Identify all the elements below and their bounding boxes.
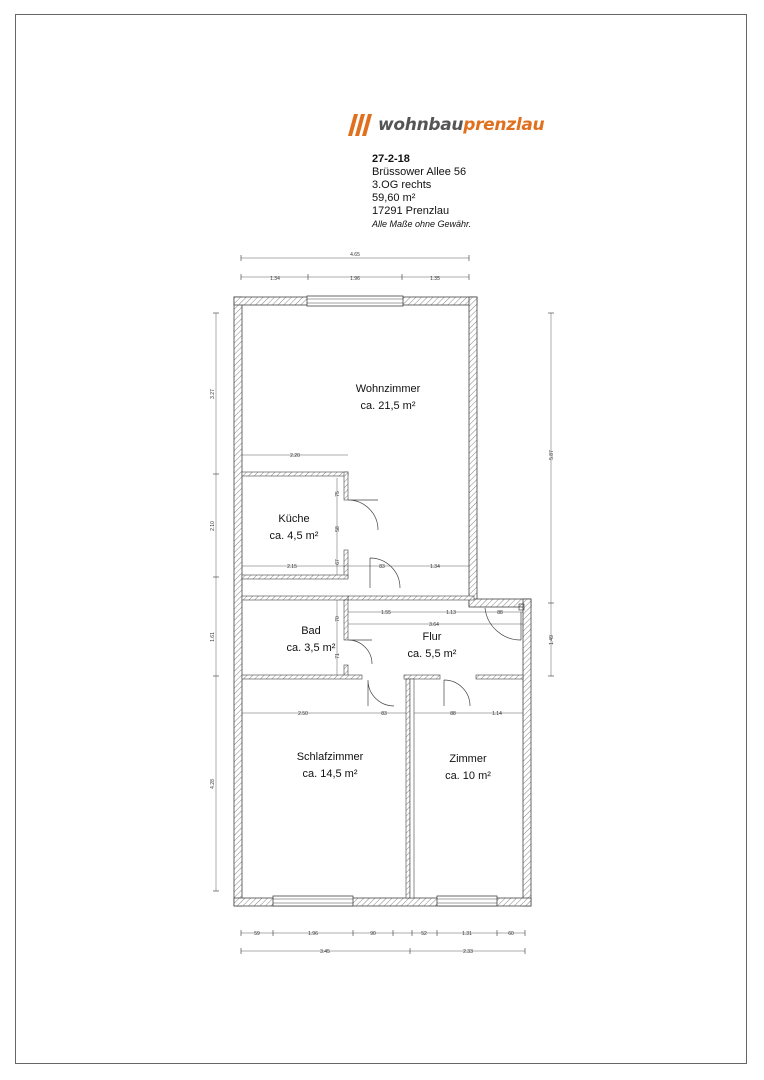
- room-wohnzimmer-area: ca. 21,5 m²: [360, 400, 416, 412]
- dim-bot-4: 52: [421, 931, 427, 937]
- room-flur-area: ca. 5,5 m²: [407, 648, 457, 660]
- dim-in-88: 88: [497, 610, 503, 616]
- property-floor: 3.OG rechts: [372, 179, 432, 191]
- property-street: Brüssower Allee 56: [372, 166, 467, 178]
- door-wohnzimmer: [370, 558, 400, 588]
- room-flur-name: Flur: [422, 631, 442, 643]
- room-schlafzimmer-name: Schlafzimmer: [296, 751, 364, 763]
- dim-in-88b: 88: [450, 711, 456, 717]
- window-bottom-right: [437, 896, 497, 906]
- room-schlafzimmer-area: ca. 14,5 m²: [302, 768, 358, 780]
- dim-top-c: 1.35: [430, 276, 440, 282]
- dim-in-114: 1.14: [492, 711, 502, 717]
- dim-in-134: 1.34: [430, 564, 440, 570]
- dim-left-3: 1.61: [210, 632, 216, 642]
- property-city: 17291 Prenzlau: [372, 205, 450, 217]
- dim-in-215: 2.15: [287, 564, 297, 570]
- dim-in-155: 1.55: [381, 610, 391, 616]
- dim-left-1: 3.27: [210, 389, 216, 399]
- dim-b-70: 70: [335, 616, 341, 622]
- dim-in-364: 3.64: [429, 622, 439, 628]
- dim-in-113: 1.13: [446, 610, 456, 616]
- dim-right-2: 1.49: [549, 635, 555, 645]
- room-kueche-area: ca. 4,5 m²: [269, 530, 319, 542]
- dim-in-83b: 83: [381, 711, 387, 717]
- dim-top-a: 1.34: [270, 276, 280, 282]
- dim-bot-1: 59: [254, 931, 260, 937]
- room-labels: [270, 383, 492, 782]
- dim-k-58: 58: [335, 526, 341, 532]
- dim-bot-total-b: 2.33: [463, 949, 473, 955]
- dim-left-4: 4.28: [210, 779, 216, 789]
- window-top: [307, 296, 403, 306]
- door-kueche: [348, 500, 378, 530]
- room-zimmer-name: Zimmer: [449, 753, 487, 765]
- disclaimer-note: Alle Maße ohne Gewähr.: [372, 219, 472, 229]
- dim-top-total: 4.65: [350, 252, 360, 258]
- room-zimmer-area: ca. 10 m²: [445, 770, 491, 782]
- dim-bot-5: 1.31: [462, 931, 472, 937]
- dim-in-220: 2.20: [290, 453, 300, 459]
- logo-wordmark: wohnbauprenzlau: [378, 115, 545, 135]
- dim-top-b: 1.96: [350, 276, 360, 282]
- room-bad-name: Bad: [301, 625, 321, 637]
- room-kueche-name: Küche: [278, 513, 310, 525]
- dim-in-250: 2.50: [298, 711, 308, 717]
- door-zimmer: [444, 680, 470, 706]
- room-bad-area: ca. 3,5 m²: [286, 642, 336, 654]
- door-schlafzimmer: [368, 680, 394, 706]
- dim-bot-total-a: 3.45: [320, 949, 330, 955]
- room-wohnzimmer-name: Wohnzimmer: [355, 383, 421, 395]
- dim-k-75: 75: [335, 491, 341, 497]
- window-bottom-left: [273, 896, 353, 906]
- dim-right-1: 5.87: [549, 450, 555, 460]
- property-code: 27-2-18: [372, 153, 410, 165]
- dim-b-71: 71: [335, 653, 341, 659]
- door-bad: [348, 640, 372, 664]
- dim-bot-6: 60: [508, 931, 514, 937]
- dim-bot-2: 1.96: [308, 931, 318, 937]
- dim-bot-3: 90: [370, 931, 376, 937]
- property-area: 59,60 m²: [372, 192, 416, 204]
- dim-in-83a: 83: [379, 564, 385, 570]
- dim-k-67: 67: [335, 559, 341, 565]
- dim-left-2: 2.10: [210, 521, 216, 531]
